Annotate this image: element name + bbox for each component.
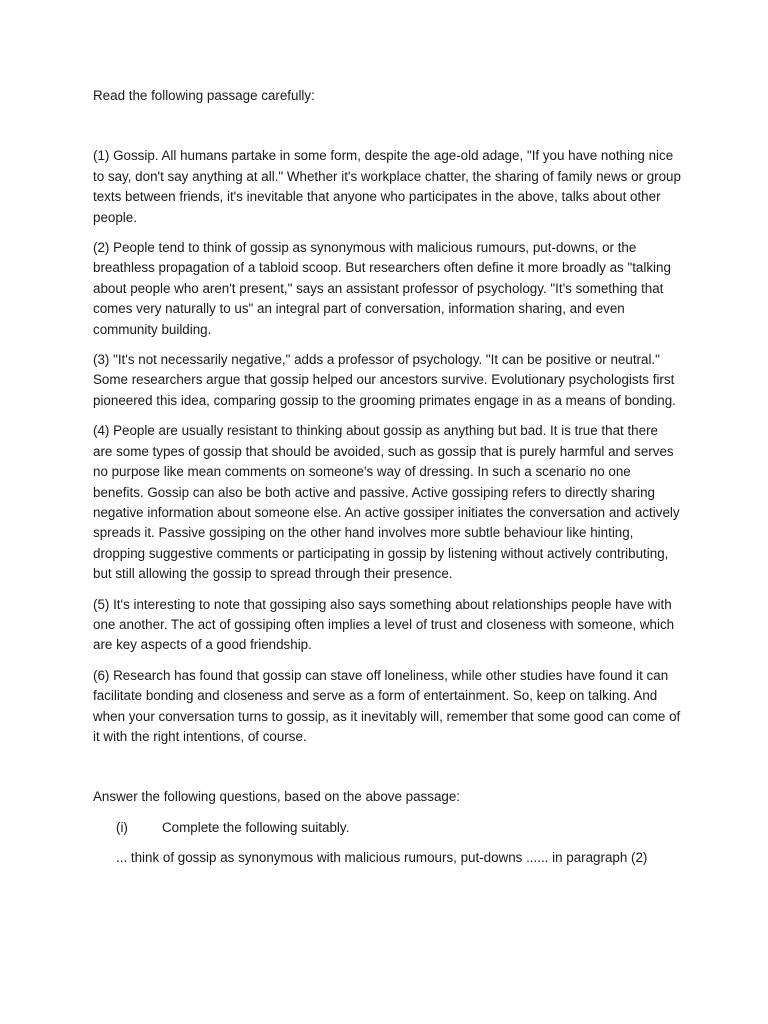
intro-instruction: Read the following passage carefully: [93, 88, 315, 103]
passage-paragraph-6: (6) Research has found that gossip can stave off loneliness, while other studies have found it can facilitate bonding and closeness and serve as a form of entertainment. So, keep on talking. And when your conversation turns to gossip, as it inevitably will, remember that some good can come of it with the right intentions, of course. [93, 667, 681, 744]
document-page [93, 86, 681, 869]
passage-paragraph-1: (1) Gossip. All humans partake in some form, despite the age-old adage, "If you have nothing nice to say, don't say anything at all." Whether it's workplace chatter, the sharing of family news or group texts between friends, it's inevitable that anyone who participates in the above, talks about other people. [93, 148, 681, 225]
passage-paragraph-3: (3) "It's not necessarily negative," adds a professor of psychology. "It can be positive or neutral." Some researchers argue that gossip helped our ancestors survive. Evolutionary psychologists first pioneered this idea, comparing gossip to the grooming primates engage in as a means of bonding. [93, 352, 676, 408]
passage-paragraph-4: (4) People are usually resistant to thinking about gossip as anything but bad. It is true that there are some types of gossip that should be avoided, such as gossip that is purely harmful and serves no purpose like mean comments on someone's way of dressing. In such a scenario no one benefits. Gossip can also be both active and passive. Active gossiping refers to directly sharing negative information about someone else. An active gossiper initiates the conversation and actively spreads it. Passive gossiping on the other hand involves more subtle behaviour like hinting, dropping suggestive comments or participating in gossip by listening without actively contributing, but still allowing the gossip to spread through their presence. [93, 423, 680, 582]
question-number: (i) [116, 819, 128, 835]
passage-paragraph-5: (5) It's interesting to note that gossiping also says something about relationships people have with one another. The act of gossiping often implies a level of trust and closeness with someone, which are key aspects of a good friendship. [93, 596, 675, 653]
question-prompt: ... think of gossip as synonymous with malicious rumours, put-downs ...... in paragraph (2) [116, 850, 648, 866]
questions-heading: Answer the following questions, based on the above passage: [93, 789, 461, 805]
question-text: Complete the following suitably. [162, 819, 350, 835]
passage-paragraph-2: (2) People tend to think of gossip as synonymous with malicious rumours, put-downs, or the breathless propagation of a tabloid scoop. But researchers often define it more broadly as "talking about people who aren't present," says an assistant professor of psychology. "It's something that comes very naturally to us" an integral part of conversation, information sharing, and even community building. [93, 240, 671, 337]
question-item [116, 818, 681, 838]
